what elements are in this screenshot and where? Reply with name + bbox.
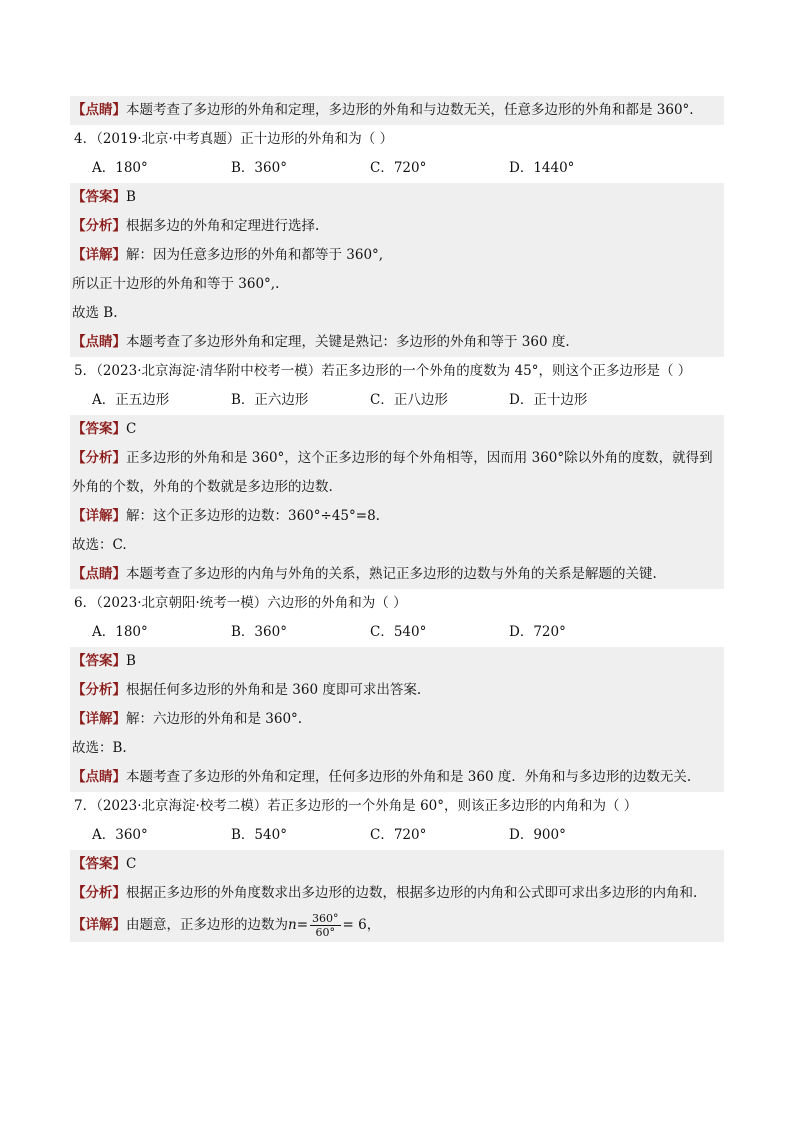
- choice-option: A．360°: [92, 827, 148, 843]
- variable-n: n: [288, 917, 297, 933]
- tag-label: 【点睛】: [72, 334, 126, 350]
- choice-option: D．720°: [509, 624, 566, 640]
- answer-text: 根据任何多边形的外角和是 360 度即可求出答案.: [126, 682, 422, 698]
- answer-text: B: [126, 189, 136, 205]
- answer-line: [70, 328, 724, 357]
- choice-option: A．180°: [92, 160, 148, 176]
- tag-label: 【详解】: [72, 711, 126, 727]
- answer-text: 本题考查了多边形的外角和定理，任何多边形的外角和是 360 度．外角和与多边形的边数无关.: [126, 769, 692, 785]
- explanation-text: 所以正十边形的外角和等于 360°,.: [72, 276, 280, 292]
- tag-label: 【详解】: [72, 247, 126, 263]
- answer-text: 本题考查了多边形外角和定理，关键是熟记：多边形的外角和等于 360 度.: [126, 334, 570, 350]
- document-page: [70, 96, 724, 942]
- answer-line: [70, 879, 724, 908]
- tag-label: 【分析】: [72, 450, 126, 466]
- explanation-line: [70, 531, 724, 560]
- question-text: 6．（2023·北京朝阳·统考一模）六边形的外角和为（ ）: [74, 595, 407, 611]
- fraction-denominator: 60°: [315, 926, 336, 939]
- answer-text: 根据多边的外角和定理进行选择.: [126, 218, 320, 234]
- answer-line: [70, 705, 724, 734]
- answer-text: 解：因为任意多边形的外角和都等于 360°,: [126, 247, 384, 263]
- answer-text: 解：这个正多边形的边数：360°÷45°=8.: [126, 508, 380, 524]
- equals-sign: =: [296, 917, 309, 933]
- tag-label: 【分析】: [72, 885, 126, 901]
- answer-text: 本题考查了多边形的内角与外角的关系，熟记正多边形的边数与外角的关系是解题的关键.: [126, 566, 657, 582]
- tag-label: 【答案】: [72, 856, 126, 872]
- question-text: 5．（2023·北京海淀·清华附中校考一模）若正多边形的一个外角的度数为 45°，则这个正多边形是（ ）: [74, 363, 692, 379]
- answer-line: [70, 444, 724, 473]
- question-text: 4．（2019·北京·中考真题）正十边形的外角和为（ ）: [74, 131, 394, 147]
- explanation-text: 故选：C.: [72, 537, 127, 553]
- final-prefix: 由题意，正多边形的边数为: [126, 917, 288, 933]
- tag-label: 【答案】: [72, 653, 126, 669]
- choice-option: C．720°: [370, 827, 427, 843]
- explanation-line: [70, 734, 724, 763]
- choice-option: A．正五边形: [92, 392, 170, 408]
- explanation-line: [70, 270, 724, 299]
- fraction: [310, 912, 341, 939]
- choice-option: D．1440°: [509, 160, 575, 176]
- option-row: [70, 821, 724, 850]
- answer-text: 解：六边形的外角和是 360°.: [126, 711, 303, 727]
- question-stem: [70, 589, 724, 618]
- choice-option: B．正六边形: [231, 392, 309, 408]
- answer-line: [70, 763, 724, 792]
- answer-line: [70, 850, 724, 879]
- answer-text: C: [126, 421, 137, 437]
- content-body: [70, 96, 724, 908]
- explanation-line: [70, 473, 724, 502]
- answer-line: [70, 415, 724, 444]
- explanation-text: 外角的个数，外角的个数就是多边形的边数.: [72, 479, 333, 495]
- option-row: [70, 154, 724, 183]
- final-result: = 6，: [342, 917, 381, 933]
- choice-option: C．540°: [370, 624, 427, 640]
- question-stem: [70, 357, 724, 386]
- choice-option: B．360°: [231, 160, 287, 176]
- explanation-text: 故选 B.: [72, 305, 118, 321]
- question-stem: [70, 125, 724, 154]
- answer-line: [70, 560, 724, 589]
- choice-option: C．正八边形: [370, 392, 448, 408]
- question-text: 7．（2023·北京海淀·校考二模）若正多边形的一个外角是 60°，则该正多边形的内角和为（ ）: [74, 798, 638, 814]
- tag-label: 【详解】: [72, 917, 126, 933]
- choice-option: D．900°: [509, 827, 566, 843]
- answer-text: 本题考查了多边形的外角和定理，多边形的外角和与边数无关，任意多边形的外角和都是 360°.: [126, 102, 694, 118]
- tag-label: 【详解】: [72, 508, 126, 524]
- explanation-line: [70, 299, 724, 328]
- answer-line: [70, 212, 724, 241]
- tag-label: 【答案】: [72, 421, 126, 437]
- final-detail-line: [70, 908, 724, 942]
- tag-label: 【点睛】: [72, 566, 126, 582]
- choice-option: D．正十边形: [509, 392, 588, 408]
- tag-label: 【分析】: [72, 682, 126, 698]
- choice-option: C．720°: [370, 160, 427, 176]
- answer-text: B: [126, 653, 136, 669]
- option-row: [70, 618, 724, 647]
- explanation-text: 故选：B.: [72, 740, 127, 756]
- answer-line: [70, 676, 724, 705]
- tag-label: 【答案】: [72, 189, 126, 205]
- option-row: [70, 386, 724, 415]
- answer-line: [70, 183, 724, 212]
- tag-label: 【点睛】: [72, 102, 126, 118]
- answer-line: [70, 502, 724, 531]
- answer-text: C: [126, 856, 137, 872]
- answer-line: [70, 241, 724, 270]
- answer-text: 正多边形的外角和是 360°，这个正多边形的每个外角相等，因而用 360°除以外角的度数，就得到: [126, 450, 713, 466]
- answer-line: [70, 96, 724, 125]
- fraction-numerator: 360°: [312, 912, 339, 925]
- choice-option: A．180°: [92, 624, 148, 640]
- answer-text: 根据正多边形的外角度数求出多边形的边数，根据多边形的内角和公式即可求出多边形的内角和.: [126, 885, 698, 901]
- choice-option: B．540°: [231, 827, 287, 843]
- choice-option: B．360°: [231, 624, 287, 640]
- tag-label: 【点睛】: [72, 769, 126, 785]
- answer-line: [70, 647, 724, 676]
- tag-label: 【分析】: [72, 218, 126, 234]
- question-stem: [70, 792, 724, 821]
